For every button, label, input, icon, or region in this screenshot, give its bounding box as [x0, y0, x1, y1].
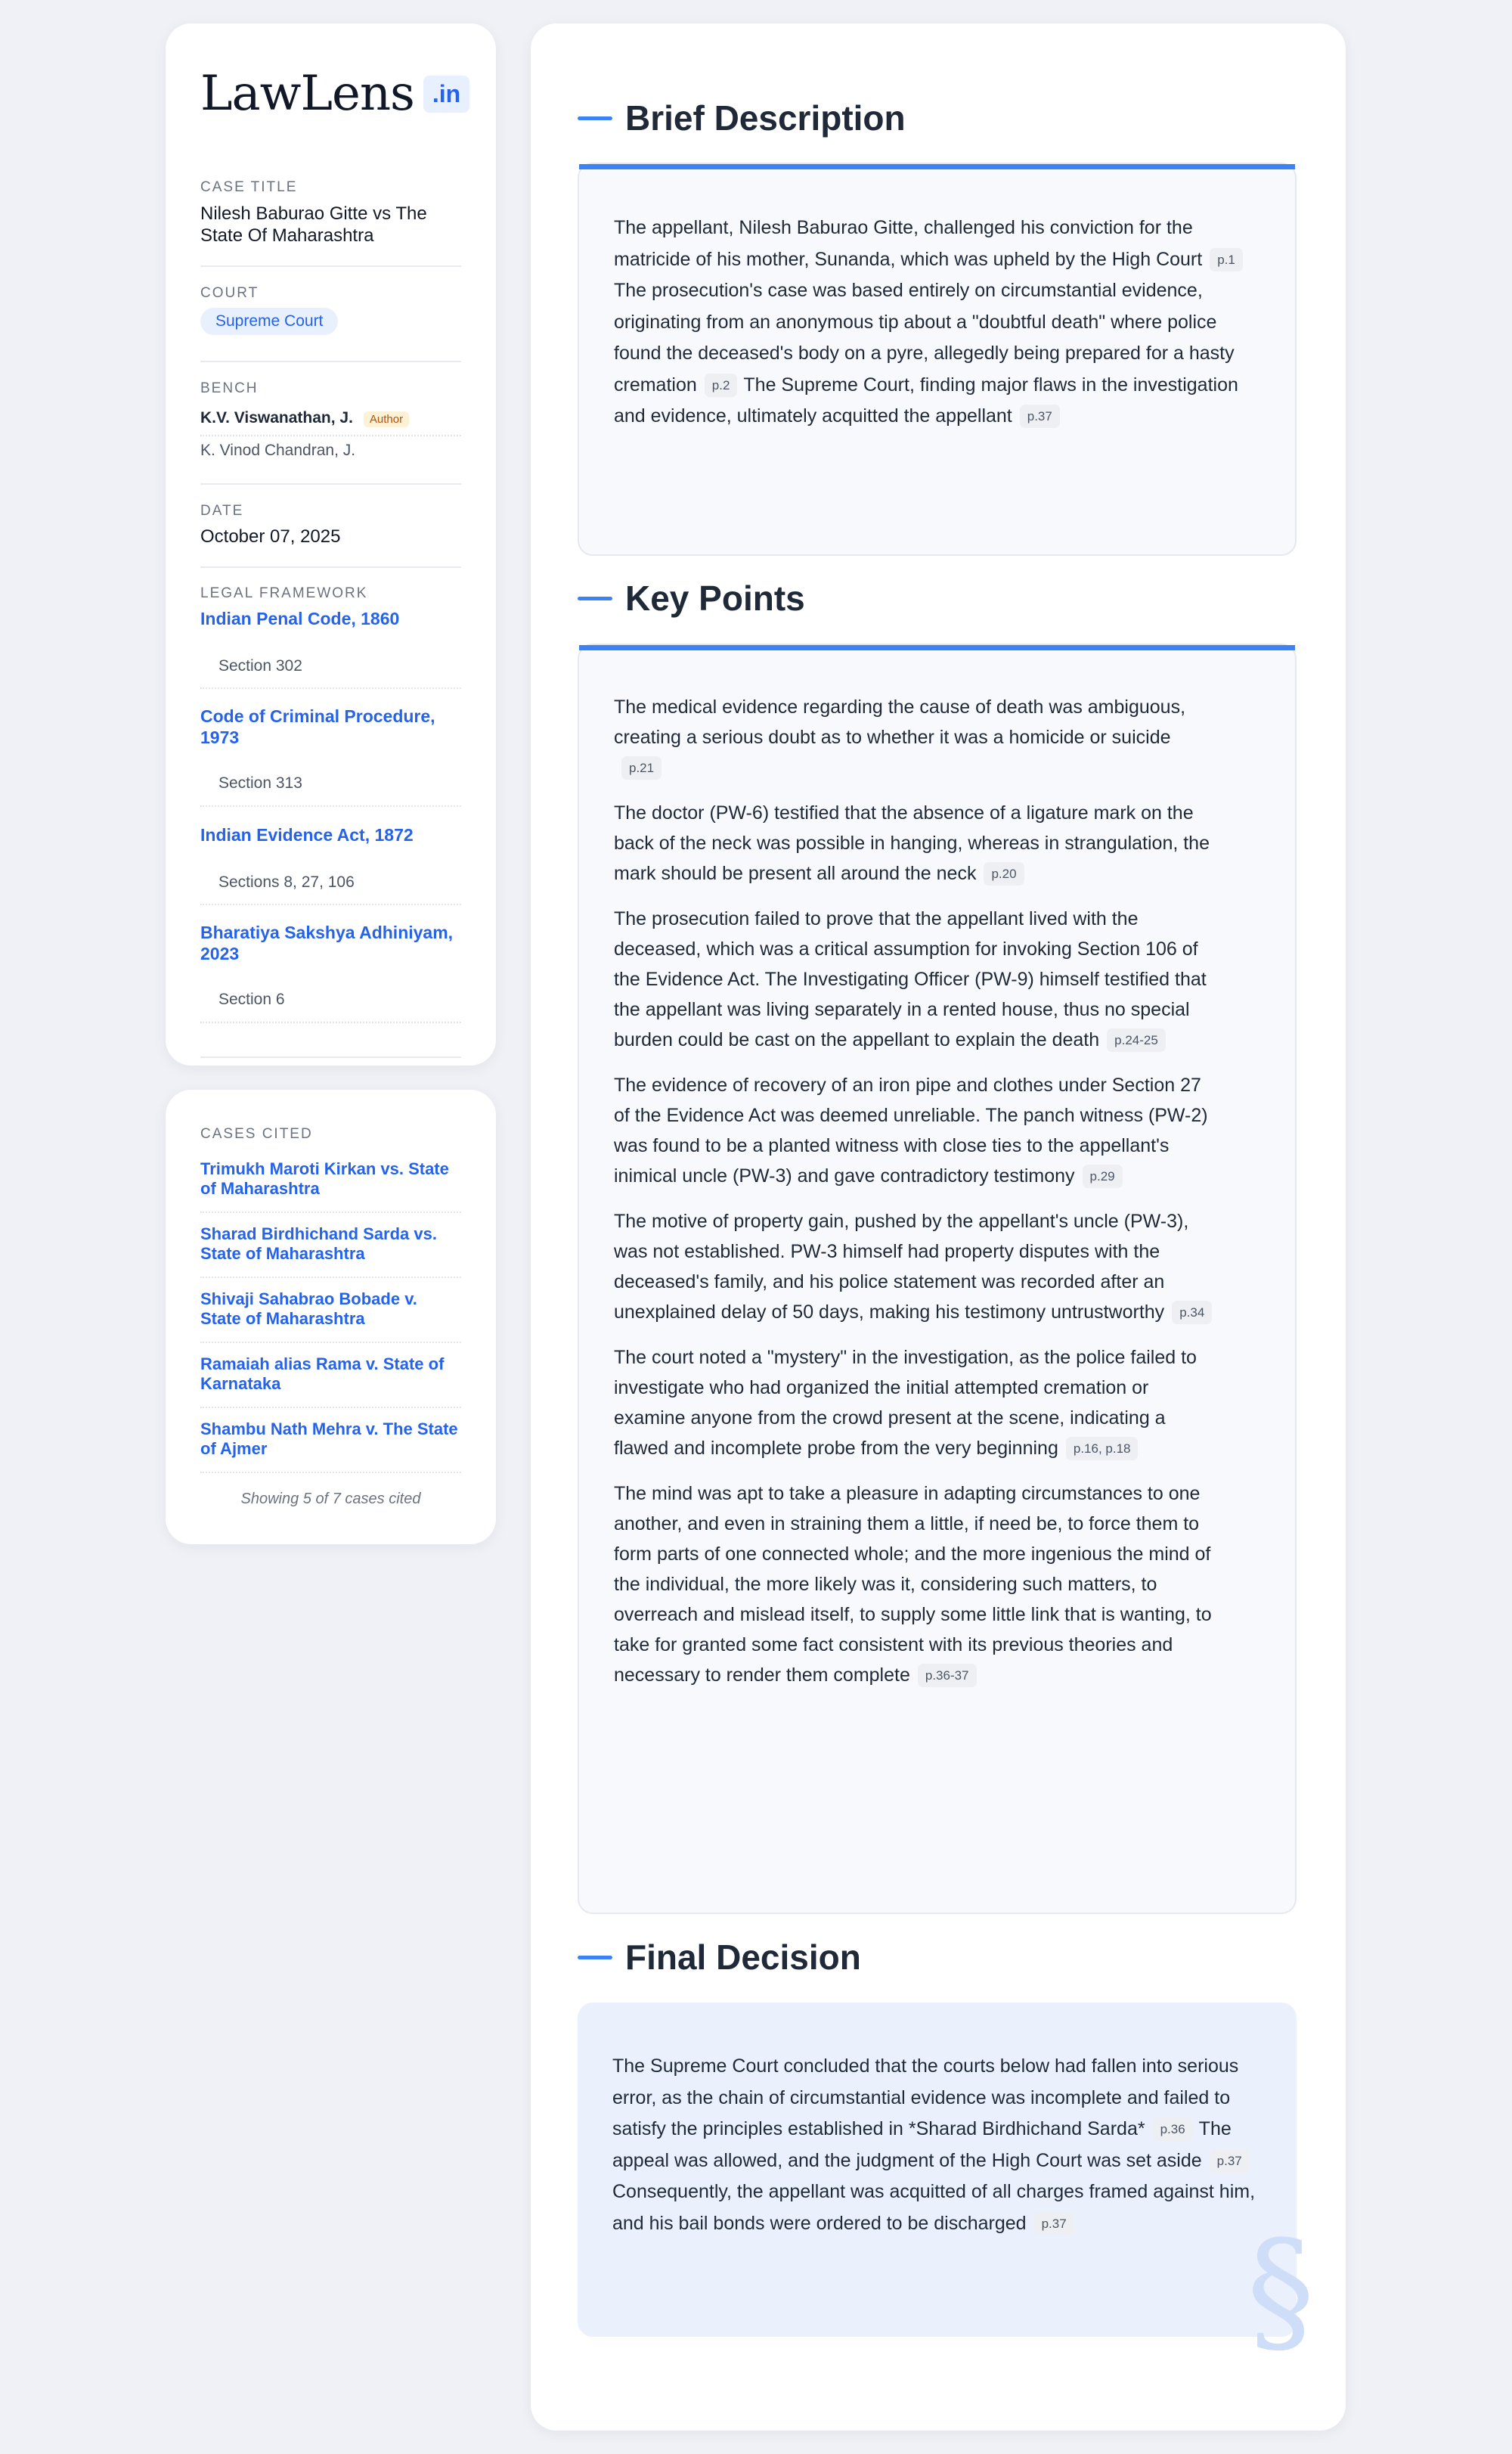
cited-case-link[interactable]: Trimukh Maroti Kirkan vs. State of Maharashtra [200, 1159, 449, 1199]
final-text-segment: Consequently, the appellant was acquitted of all charges framed against him, and his bail bonds were ordered to be discharged [612, 2181, 1256, 2234]
divider [200, 1342, 461, 1343]
final-decision-text [612, 2051, 1262, 2239]
court-label: COURT [200, 285, 259, 301]
key-point-item [614, 1070, 1219, 1191]
logo[interactable] [200, 66, 469, 122]
key-point-text: The prosecution failed to prove that the appellant lived with the deceased, which was a critical assumption for invoking Section 106 of the Evidence Act. The Investigating Officer (PW-9) himself testified that the appellant was living separately in a rented house, thus no special burden could be cast on the appellant to explain the death [614, 908, 1207, 1050]
key-points-list [614, 692, 1219, 1705]
key-point-item [614, 904, 1219, 1055]
case-summary-card [531, 23, 1346, 2431]
key-point-text: The medical evidence regarding the cause of death was ambiguous, creating a serious doubt as to whether it was a homicide or suicide [614, 696, 1186, 748]
key-point-item [614, 1206, 1219, 1327]
key-points-panel [578, 644, 1297, 1914]
brief-description-heading [578, 98, 906, 138]
divider [200, 1472, 461, 1473]
heading-accent [578, 116, 612, 120]
brief-description-panel [578, 163, 1297, 556]
divider [200, 566, 461, 568]
key-point-text: The mind was apt to take a pleasure in adapting circumstances to one another, and even in straining them a little, if need be, to force them to form parts of one connected whole; and the more ingenious the mind of the individual, the more likely was it, considering such matters, to overreach and mislead itself, to supply some little link that is wanting, to take for granted some fact consistent with its previous theories and necessary to render them complete [614, 1483, 1212, 1686]
page-ref-badge[interactable]: p.37 [1210, 2149, 1250, 2173]
brief-text-segment: The prosecution's case was based entirely on circumstantial evidence, originating from an anonymous tip about a "doubtful death" where police found the deceased's body on a pyre, allegedly being prepared for a hasty cremation [614, 280, 1235, 396]
key-points-heading [578, 578, 805, 619]
divider [200, 435, 461, 436]
page-ref-badge[interactable]: p.2 [705, 374, 738, 397]
heading-accent [578, 1956, 612, 1959]
final-text-segment: The Supreme Court concluded that the courts below had fallen into serious error, as the chain of circumstantial evidence was incomplete and failed to satisfy the principles established in *Sharad Birdhichand Sarda* [612, 2055, 1239, 2139]
cited-case-link[interactable]: Ramaiah alias Rama v. State of Karnataka [200, 1354, 445, 1394]
court-badge: Supreme Court [200, 308, 338, 335]
final-text-segment: The appeal was allowed, and the judgment of the High Court was set aside [612, 2118, 1232, 2171]
divider [200, 1056, 461, 1058]
final-decision-panel [578, 2003, 1315, 2370]
page-ref-badge[interactable]: p.37 [1020, 405, 1060, 428]
date-label: DATE [200, 503, 244, 519]
logo-tld-badge: .in [423, 76, 469, 113]
heading-accent [578, 597, 612, 600]
page-ref-badge[interactable]: p.36 [1153, 2117, 1193, 2141]
divider [200, 1407, 461, 1408]
brief-text-segment: The appellant, Nilesh Baburao Gitte, challenged his conviction for the matricide of his mother, Sunanda, which was upheld by the High Court [614, 217, 1203, 270]
cases-cited-card [166, 1090, 496, 1544]
key-point-item [614, 1342, 1219, 1463]
panel-accent-line [579, 164, 1295, 169]
page-ref-badge[interactable]: p.1 [1210, 248, 1243, 271]
divider [200, 1277, 461, 1278]
key-point-item [614, 692, 1219, 783]
act-section: Section 313 [218, 774, 302, 792]
act-section: Section 6 [218, 991, 285, 1008]
divider [200, 904, 461, 905]
divider [200, 265, 461, 267]
section-sign-watermark-icon: § [1247, 2212, 1315, 2370]
heading-text: Key Points [625, 579, 805, 618]
heading-text: Final Decision [625, 1937, 861, 1977]
bench-label: BENCH [200, 380, 259, 396]
judge-name: K.V. Viswanathan, J. [200, 409, 353, 427]
author-badge: Author [364, 411, 409, 427]
case-info-card [166, 23, 496, 1066]
act-link[interactable]: Code of Criminal Procedure, 1973 [200, 706, 435, 747]
key-point-item [614, 798, 1219, 889]
key-point-text: The court noted a "mystery" in the investigation, as the police failed to investigate who had organized the initial attempted cremation or examine anyone from the crowd present at the scene, indicating a flawed and incomplete probe from the very beginning [614, 1347, 1197, 1459]
cited-case-link[interactable]: Sharad Birdhichand Sarda vs. State of Maharashtra [200, 1224, 437, 1264]
brief-text-segment: The Supreme Court, finding major flaws in the investigation and evidence, ultimately acquitted the appellant [614, 374, 1238, 427]
cases-cited-count: Showing 5 of 7 cases cited [240, 1491, 421, 1507]
case-date: October 07, 2025 [200, 526, 341, 547]
bench-judge-author [200, 409, 461, 427]
divider [200, 687, 461, 689]
divider [200, 805, 461, 807]
cited-case-link[interactable]: Shambu Nath Mehra v. The State of Ajmer [200, 1419, 458, 1459]
page-ref-badge[interactable]: p.37 [1034, 2212, 1074, 2235]
act-link[interactable]: Bharatiya Sakshya Adhiniyam, 2023 [200, 923, 454, 963]
key-point-text: The evidence of recovery of an iron pipe and clothes under Section 27 of the Evidence Act was deemed unreliable. The panch witness (PW-2) was found to be a planted witness with close ties to the appellant's inimical uncle (PW-3) and gave contradictory testimony [614, 1075, 1208, 1187]
page-ref-badge[interactable]: p.24-25 [1107, 1028, 1166, 1052]
case-title: Nilesh Baburao Gitte vs The State Of Maharashtra [200, 203, 427, 246]
divider [200, 483, 461, 485]
cases-cited-label: CASES CITED [200, 1126, 313, 1142]
heading-text: Brief Description [625, 98, 906, 138]
act-link[interactable]: Indian Penal Code, 1860 [200, 609, 400, 628]
key-point-text: The doctor (PW-6) testified that the absence of a ligature mark on the back of the neck was possible in hanging, whereas in strangulation, the mark should be present all around the neck [614, 802, 1210, 884]
page-ref-badge[interactable]: p.36-37 [918, 1664, 977, 1687]
act-link[interactable]: Indian Evidence Act, 1872 [200, 825, 414, 845]
divider [200, 1022, 461, 1023]
key-point-text: The motive of property gain, pushed by the appellant's uncle (PW-3), was not established. PW-3 himself had property disputes with the deceased's family, and his police statement was recorded after an unexplained delay of 50 days, making his testimony untrustworthy [614, 1211, 1189, 1323]
act-section: Sections 8, 27, 106 [218, 873, 355, 891]
bench-judge: K. Vinod Chandran, J. [200, 442, 356, 459]
divider [200, 361, 461, 362]
legal-framework-label: LEGAL FRAMEWORK [200, 585, 368, 601]
page-ref-badge[interactable]: p.16, p.18 [1066, 1437, 1139, 1460]
page-ref-badge[interactable]: p.34 [1172, 1301, 1212, 1324]
panel-accent-line [579, 645, 1295, 650]
logo-wordmark: LawLens [200, 66, 414, 122]
case-title-label: CASE TITLE [200, 179, 298, 195]
key-point-item [614, 1478, 1219, 1690]
divider [200, 1211, 461, 1213]
page-ref-badge[interactable]: p.20 [984, 862, 1024, 886]
brief-description-text [614, 213, 1260, 433]
cited-case-link[interactable]: Shivaji Sahabrao Bobade v. State of Maharashtra [200, 1289, 417, 1329]
page-ref-badge[interactable]: p.21 [621, 756, 662, 780]
final-decision-heading [578, 1937, 861, 1978]
act-section: Section 302 [218, 657, 302, 675]
page-ref-badge[interactable]: p.29 [1083, 1165, 1123, 1188]
